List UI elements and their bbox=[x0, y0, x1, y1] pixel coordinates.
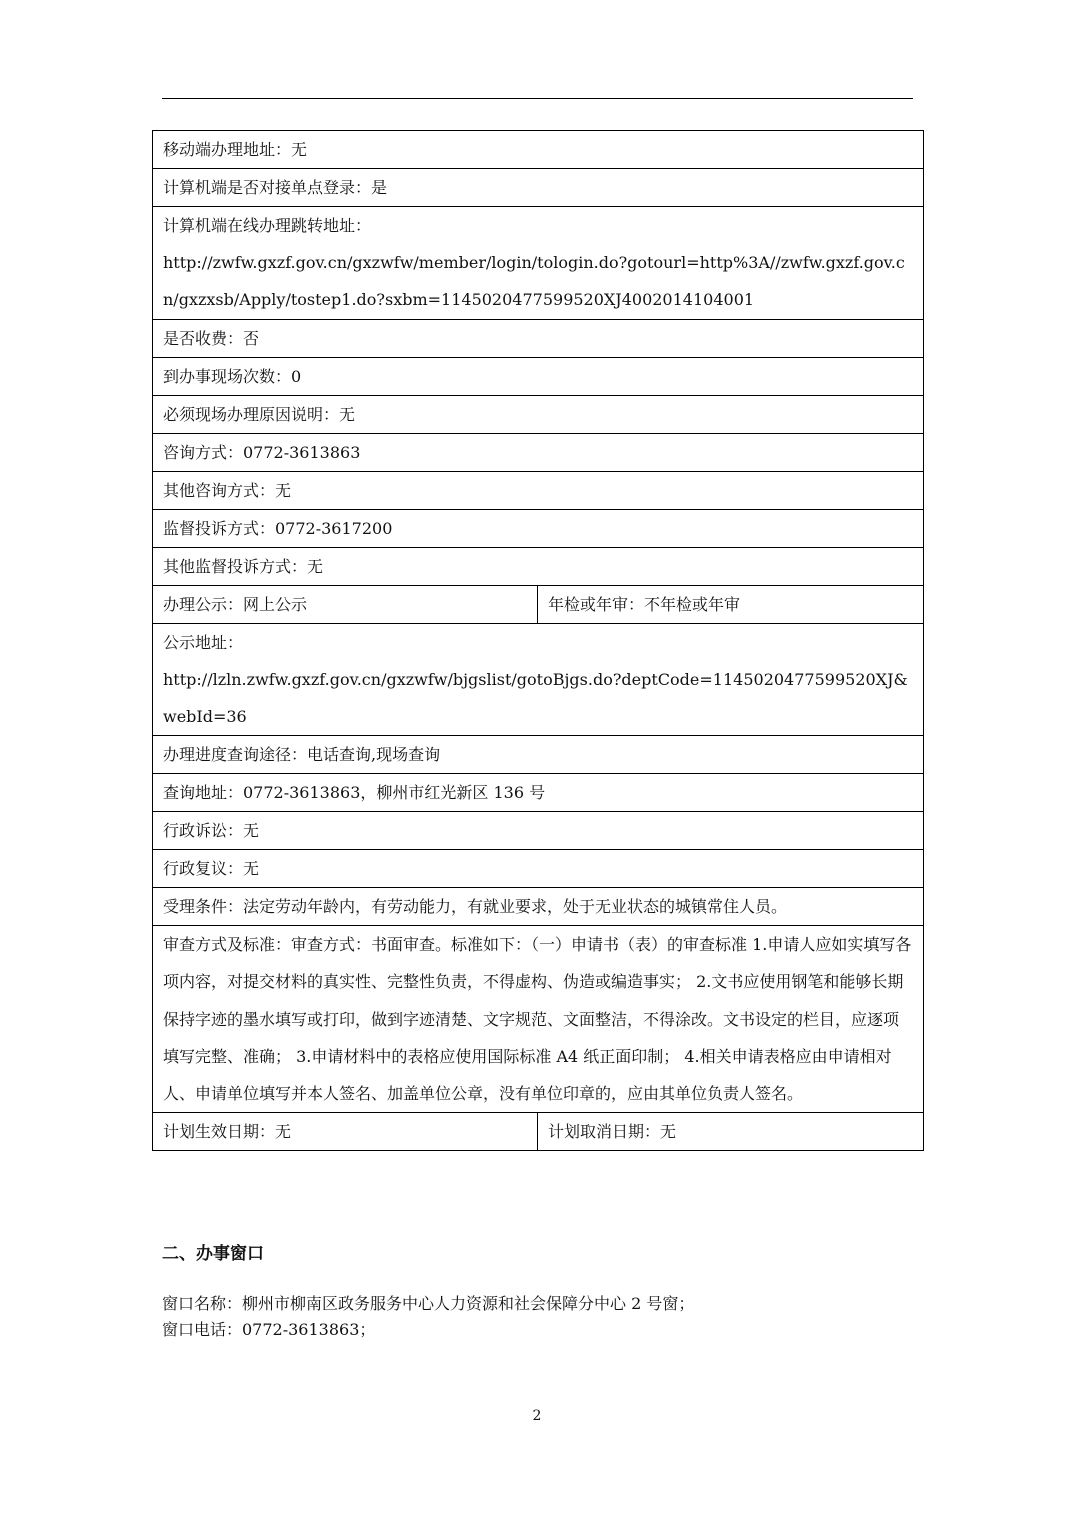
page-number: 2 bbox=[532, 1408, 542, 1424]
other-complaint-cell: 其他监督投诉方式：无 bbox=[153, 547, 924, 585]
table-row bbox=[153, 169, 924, 207]
mobile-address-cell: 移动端办理地址：无 bbox=[153, 131, 924, 169]
query-address-cell: 查询地址：0772-3613863，柳州市红光新区 136 号 bbox=[153, 774, 924, 812]
annual-check-cell: 年检或年审：不年检或年审 bbox=[538, 585, 924, 623]
charge-cell: 是否收费：否 bbox=[153, 319, 924, 357]
table-row bbox=[153, 774, 924, 812]
online-jump-label: 计算机端在线办理跳转地址： bbox=[163, 216, 372, 235]
publicity-address-cell bbox=[153, 623, 924, 736]
publicity-address-url: http://lzln.zwfw.gxzf.gov.cn/gxzwfw/bjgslist/gotoBjgs.do?deptCode=1145020477599520XJ&webId=36 bbox=[163, 669, 908, 727]
visits-cell: 到办事现场次数：0 bbox=[153, 357, 924, 395]
table-row bbox=[153, 319, 924, 357]
publicity-address-label: 公示地址： bbox=[163, 632, 244, 652]
consult-cell: 咨询方式：0772-3613863 bbox=[153, 433, 924, 471]
table-row bbox=[153, 888, 924, 926]
window-phone: 窗口电话：0772-3613863； bbox=[162, 1320, 376, 1339]
acceptance-cell: 受理条件：法定劳动年龄内，有劳动能力，有就业要求，处于无业状态的城镇常住人员。 bbox=[153, 888, 924, 926]
other-consult-cell: 其他咨询方式：无 bbox=[153, 471, 924, 509]
table-row bbox=[153, 1113, 924, 1151]
table-row bbox=[153, 585, 924, 623]
online-jump-cell bbox=[153, 207, 924, 320]
section-title: 二、办事窗口 bbox=[162, 1244, 264, 1264]
publicity-cell: 办理公示：网上公示 bbox=[153, 585, 538, 623]
planned-cancel-cell: 计划取消日期：无 bbox=[538, 1113, 924, 1151]
planned-effective-cell: 计划生效日期：无 bbox=[153, 1113, 538, 1151]
table-row bbox=[153, 395, 924, 433]
table-row bbox=[153, 926, 924, 1113]
review-cell: 审查方式及标准：审查方式：书面审查。标准如下：（一）申请书（表）的审查标准 1.申请人应如实填写各项内容，对提交材料的真实性、完整性负责，不得虚构、伪造或编造事实； 2.文书应使用钢笔和能够长期保持字迹的墨水填写或打印，做到字迹清楚、文字规范、文面整洁，不得涂改。文书设定的栏目，应逐项填写完整、准确； 3.申请材料中的表格应使用国际标准 A4 纸正面印制； 4.相关申请表格应由申请相对人、申请单位填写并本人签名、加盖单位公章，没有单位印章的，应由其单位负责人签名。 bbox=[153, 926, 924, 1113]
window-info bbox=[162, 1291, 694, 1343]
sso-cell: 计算机端是否对接单点登录：是 bbox=[153, 169, 924, 207]
table-row bbox=[153, 736, 924, 774]
online-jump-url: http://zwfw.gxzf.gov.cn/gxzwfw/member/login/tologin.do?gotourl=http%3A//zwfw.gxzf.gov.cn/gxzxsb/Apply/tostep1.do?sxbm=1145020477599520XJ4002014104001 bbox=[163, 253, 905, 310]
table-row bbox=[153, 509, 924, 547]
window-name: 窗口名称：柳州市柳南区政务服务中心人力资源和社会保障分中心 2 号窗； bbox=[162, 1294, 695, 1313]
litigation-cell: 行政诉讼：无 bbox=[153, 812, 924, 850]
table-row bbox=[153, 623, 924, 736]
progress-query-cell: 办理进度查询途径：电话查询,现场查询 bbox=[153, 736, 924, 774]
table-row bbox=[153, 850, 924, 888]
table-row bbox=[153, 812, 924, 850]
reconsideration-cell: 行政复议：无 bbox=[153, 850, 924, 888]
table-row bbox=[153, 131, 924, 169]
table-row bbox=[153, 547, 924, 585]
complaint-cell: 监督投诉方式：0772-3617200 bbox=[153, 509, 924, 547]
header-rule bbox=[162, 98, 913, 99]
table-row bbox=[153, 471, 924, 509]
onsite-reason-cell: 必须现场办理原因说明：无 bbox=[153, 395, 924, 433]
table-row bbox=[153, 357, 924, 395]
table-row bbox=[153, 433, 924, 471]
table-row bbox=[153, 207, 924, 320]
service-info-table bbox=[152, 130, 924, 1151]
